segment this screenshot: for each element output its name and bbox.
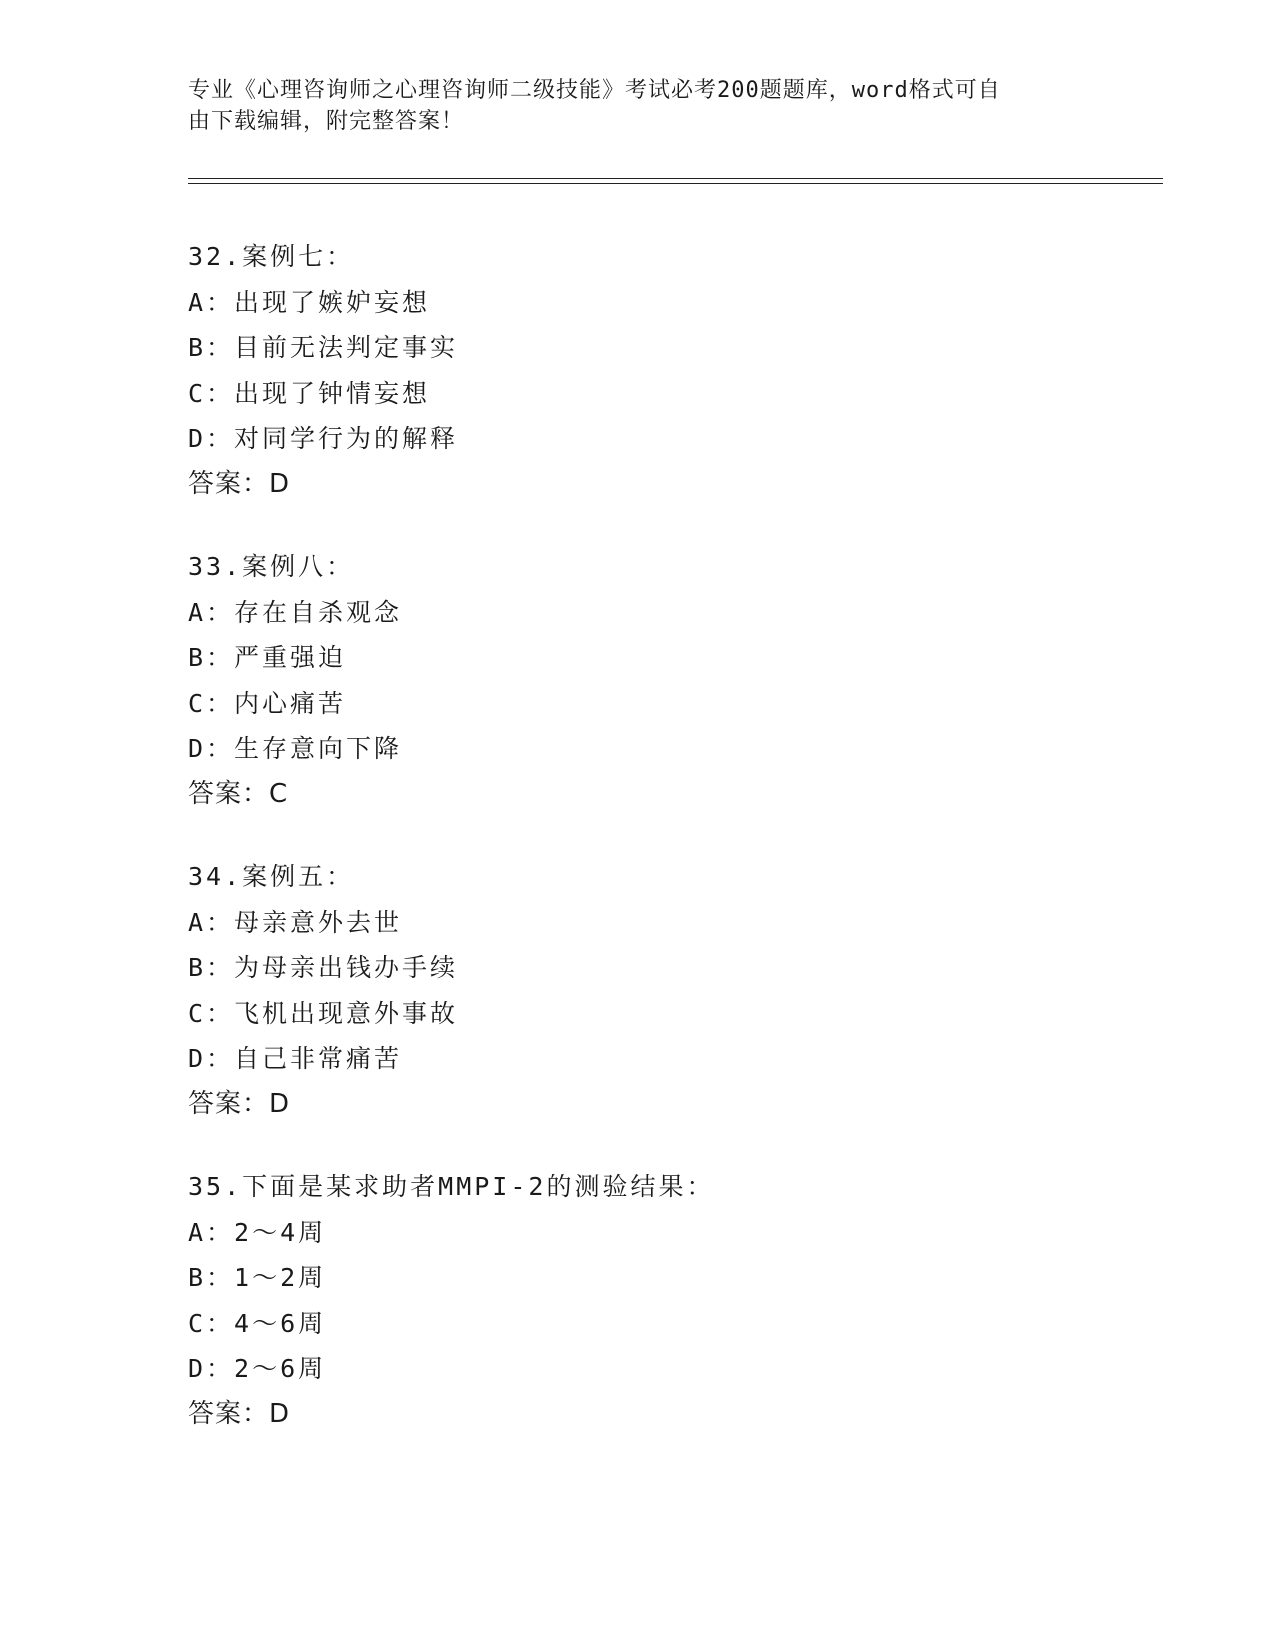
option-d: D：生存意向下降	[188, 734, 403, 763]
question-35	[188, 1164, 1188, 1437]
answer-line: 答案：D	[188, 1398, 291, 1429]
answer-line: 答案：C	[188, 778, 289, 809]
option-d: D：对同学行为的解释	[188, 424, 459, 453]
option-d: D：2～6周	[188, 1354, 327, 1383]
header-line-2: 由下载编辑，附完整答案！	[188, 109, 465, 134]
option-b: B：为母亲出钱办手续	[188, 953, 459, 982]
answer-line: 答案：D	[188, 468, 291, 499]
option-a: A：2～4周	[188, 1217, 327, 1247]
option-b: B：目前无法判定事实	[188, 333, 459, 362]
question-list	[188, 234, 1188, 1474]
question-stem: 32.案例七：	[188, 242, 355, 271]
option-d: D：自己非常痛苦	[188, 1044, 403, 1073]
header-divider-bottom	[188, 183, 1163, 184]
option-b: B：1～2周	[188, 1263, 327, 1292]
document-header	[188, 75, 1068, 137]
header-divider-top	[188, 178, 1163, 179]
question-stem: 35.下面是某求助者MMPI-2的测验结果：	[188, 1172, 715, 1201]
option-c: C：出现了钟情妄想	[188, 378, 431, 408]
option-c: C：飞机出现意外事故	[188, 998, 459, 1028]
question-33	[188, 544, 1188, 817]
option-c: C：4～6周	[188, 1308, 327, 1338]
option-c: C：内心痛苦	[188, 688, 347, 718]
option-a: A：出现了嫉妒妄想	[188, 287, 431, 317]
option-b: B：严重强迫	[188, 643, 347, 672]
header-line-1: 专业《心理咨询师之心理咨询师二级技能》考试必考200题题库，word格式可自	[188, 78, 1001, 103]
question-34	[188, 854, 1188, 1127]
question-stem: 34.案例五：	[188, 862, 355, 891]
question-stem: 33.案例八：	[188, 552, 355, 581]
question-32	[188, 234, 1188, 507]
answer-line: 答案：D	[188, 1088, 291, 1119]
option-a: A：母亲意外去世	[188, 907, 403, 937]
option-a: A：存在自杀观念	[188, 597, 403, 627]
